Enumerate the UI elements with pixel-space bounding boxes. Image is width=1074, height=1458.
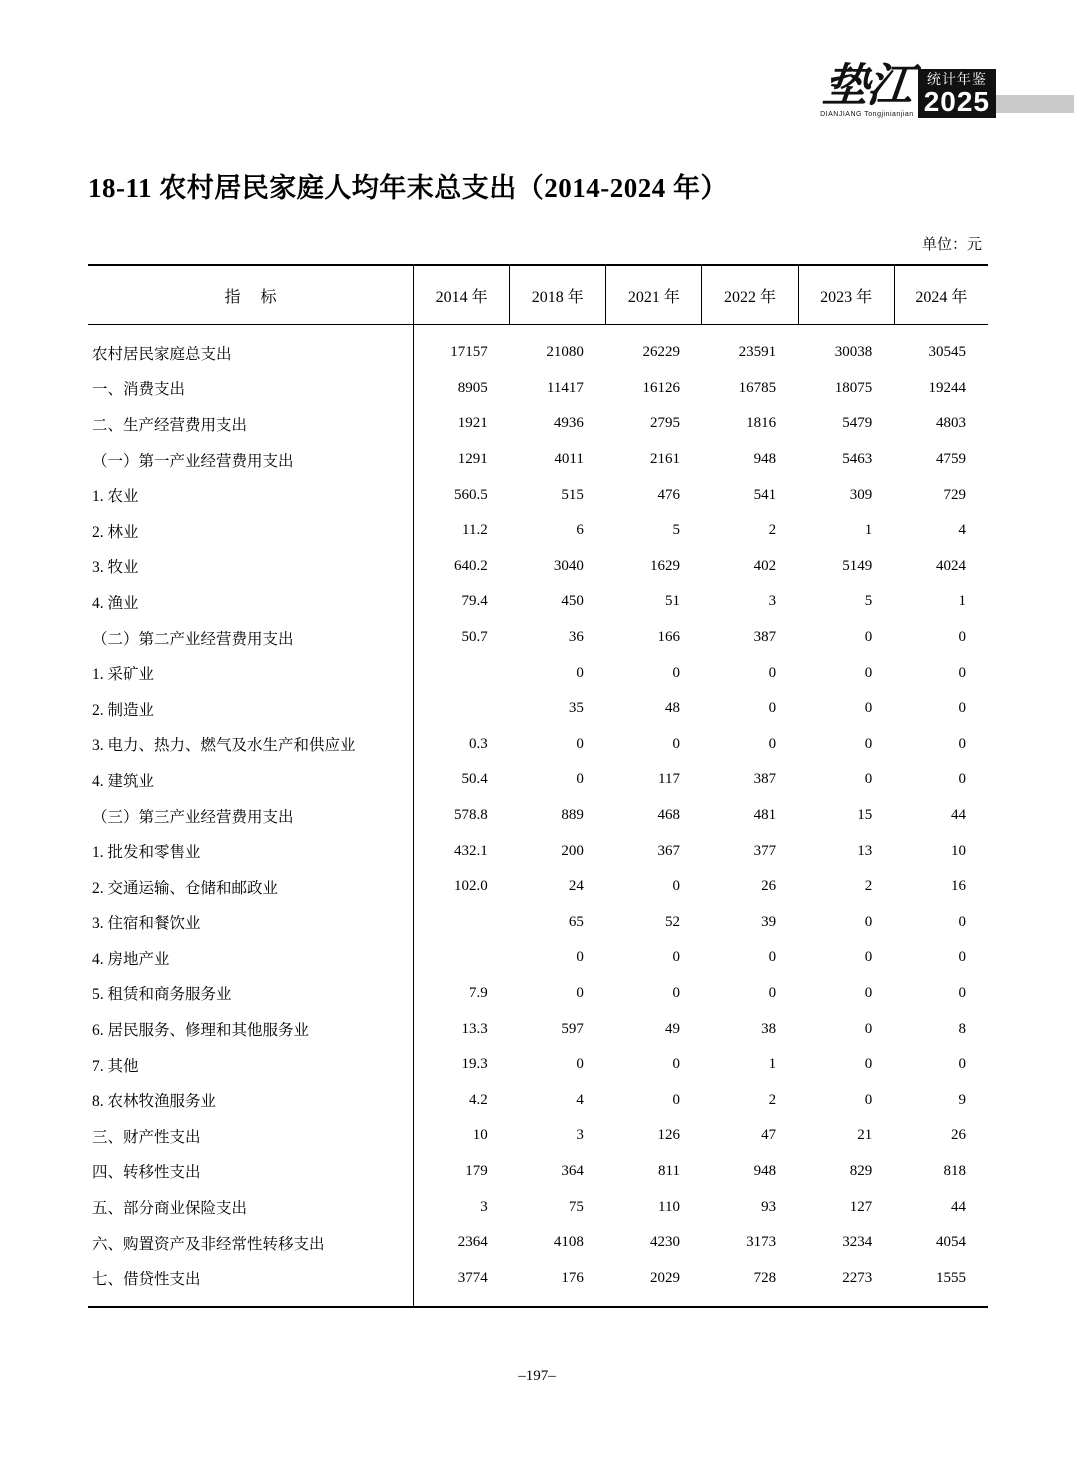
- cell-value: 2161: [649, 451, 680, 468]
- cell-value: 402: [753, 557, 777, 574]
- table-row: [88, 798, 988, 834]
- cell-value: 36: [568, 629, 584, 646]
- cell-value: 4936: [553, 415, 584, 432]
- logo-year: 2025: [923, 86, 990, 117]
- cell-value: 0: [958, 949, 966, 966]
- cell-value: 11.2: [414, 513, 510, 549]
- row-label: 二、生产经营费用支出: [92, 416, 248, 434]
- cell-value: 432.1: [414, 833, 510, 869]
- table-body: [88, 325, 988, 1308]
- cell-value: 79.4: [414, 584, 510, 620]
- cell-value: 818: [943, 1162, 966, 1179]
- cell-value: 0: [864, 664, 873, 681]
- table-row: [88, 584, 988, 620]
- cell-value: 1291: [414, 442, 510, 478]
- table-row: [88, 1082, 988, 1118]
- cell-value: 0: [768, 949, 777, 966]
- row-label: 3. 牧业: [92, 559, 139, 577]
- column-header-2024: 2024 年: [894, 265, 988, 325]
- cell-value: 4: [576, 1091, 584, 1108]
- cell-value: 515: [561, 486, 584, 503]
- yearbook-logo: [820, 48, 996, 118]
- cell-value: 367: [657, 842, 680, 859]
- cell-value: 48: [664, 700, 680, 717]
- row-label: 7. 其他: [92, 1057, 139, 1075]
- cell-value: 0: [768, 984, 777, 1001]
- cell-value: 3: [576, 1127, 584, 1144]
- cell-value: 8905: [414, 371, 510, 407]
- cell-value: 578.8: [414, 798, 510, 834]
- cell-value: 5: [672, 522, 680, 539]
- cell-value: 0: [864, 771, 873, 788]
- cell-value: 52: [664, 913, 680, 930]
- cell-value: 200: [561, 842, 584, 859]
- cell-value: 728: [702, 1260, 798, 1307]
- logo-pinyin: DIANJIANG Tongjinianjian: [820, 111, 914, 118]
- cell-value: 387: [753, 629, 777, 646]
- cell-value: 44: [951, 1198, 966, 1215]
- cell-value: 9: [958, 1091, 966, 1108]
- cell-value: 829: [849, 1162, 873, 1179]
- cell-value: 2273: [798, 1260, 894, 1307]
- cell-value: 4108: [553, 1234, 584, 1251]
- cell-value: 0: [958, 735, 966, 752]
- cell-value: 948: [753, 451, 777, 468]
- cell-value: 5463: [842, 451, 873, 468]
- row-label: 6. 居民服务、修理和其他服务业: [92, 1022, 310, 1040]
- cell-value: 4011: [554, 451, 584, 468]
- column-header-2018: 2018 年: [510, 265, 606, 325]
- table-row: [88, 1225, 988, 1261]
- table-row: [88, 513, 988, 549]
- cell-value: 1555: [894, 1260, 988, 1307]
- cell-value: 0: [958, 1056, 966, 1073]
- cell-value: 26: [761, 878, 777, 895]
- cell-value: 16: [951, 878, 966, 895]
- cell-value: 0: [576, 1056, 584, 1073]
- cell-value: 3: [414, 1189, 510, 1225]
- cell-value: 0: [864, 913, 873, 930]
- cell-value: 7.9: [414, 976, 510, 1012]
- table-row: [88, 1118, 988, 1154]
- cell-value: 24: [568, 878, 584, 895]
- cell-value: 948: [753, 1162, 777, 1179]
- row-label: （一）第一产业经营费用支出: [92, 452, 294, 470]
- cell-value: 1816: [746, 415, 777, 432]
- logo-chinese-name: 垫江: [820, 60, 914, 111]
- cell-value: 2: [768, 1091, 777, 1108]
- cell-value: 102.0: [414, 869, 510, 905]
- table-row: [88, 1260, 988, 1307]
- table-row: [88, 1011, 988, 1047]
- cell-value: 93: [761, 1198, 777, 1215]
- cell-value: 468: [657, 807, 680, 824]
- logo-year-block: [918, 69, 996, 118]
- cell-value: 387: [753, 771, 777, 788]
- header-decorative-bar: [992, 95, 1074, 113]
- cell-value: 51: [664, 593, 680, 610]
- row-label: 七、借贷性支出: [88, 1260, 414, 1307]
- table-header-row: [88, 265, 988, 325]
- table-row: [88, 976, 988, 1012]
- cell-value: 15: [857, 807, 873, 824]
- logo-label: 统计年鉴: [926, 71, 987, 87]
- cell-value: 6: [576, 522, 584, 539]
- cell-value: 560.5: [414, 477, 510, 513]
- cell-value: 541: [753, 486, 777, 503]
- cell-value: 0: [672, 1056, 680, 1073]
- cell-value: 2: [768, 522, 777, 539]
- cell-value: 8: [958, 1020, 966, 1037]
- cell-value: 0: [864, 700, 873, 717]
- row-label: （二）第二产业经营费用支出: [92, 630, 294, 648]
- table-row: [88, 905, 988, 941]
- cell-value: 377: [753, 842, 777, 859]
- row-label: 四、转移性支出: [92, 1164, 201, 1182]
- row-label: 三、财产性支出: [92, 1128, 201, 1146]
- table-row: [88, 691, 988, 727]
- cell-value: 0: [576, 949, 584, 966]
- row-label: 3. 住宿和餐饮业: [92, 915, 201, 933]
- table-row: [88, 442, 988, 478]
- cell-value: 49: [664, 1020, 680, 1037]
- cell-value: 0: [672, 949, 680, 966]
- row-label: 4. 建筑业: [92, 772, 155, 790]
- cell-value: 0: [768, 700, 777, 717]
- table-row: [88, 833, 988, 869]
- cell-value: 481: [753, 807, 777, 824]
- cell-value: 0: [958, 700, 966, 717]
- cell-value: 16126: [642, 379, 680, 396]
- cell-value: 4024: [936, 557, 966, 574]
- table-row: [88, 1189, 988, 1225]
- cell-value: 176: [510, 1260, 606, 1307]
- cell-value: 0: [864, 1091, 873, 1108]
- cell-value: 0: [576, 771, 584, 788]
- row-label: 4. 房地产业: [92, 950, 170, 968]
- row-label: 1. 采矿业: [92, 666, 155, 684]
- cell-value: 10: [951, 842, 966, 859]
- column-header-2022: 2022 年: [702, 265, 798, 325]
- cell-value: 889: [561, 807, 584, 824]
- table-row: [88, 620, 988, 656]
- row-label: 2. 制造业: [92, 701, 155, 719]
- logo-chinese-block: [820, 60, 914, 118]
- cell-value: 0: [958, 664, 966, 681]
- row-label: 1. 批发和零售业: [92, 844, 201, 862]
- table-row: [88, 869, 988, 905]
- page-title: 18-11 农村居民家庭人均年末总支出（2014-2024 年）: [88, 173, 728, 203]
- row-label: 1. 农业: [92, 488, 139, 506]
- cell-value: 0: [958, 629, 966, 646]
- cell-value: 364: [561, 1162, 584, 1179]
- cell-value: 3173: [746, 1234, 777, 1251]
- cell-value: 0.3: [414, 727, 510, 763]
- cell-value: 1629: [649, 557, 680, 574]
- cell-value: 597: [561, 1020, 584, 1037]
- row-label: 2. 林业: [92, 523, 139, 541]
- cell-value: 640.2: [414, 549, 510, 585]
- table-row: [88, 762, 988, 798]
- cell-value: 0: [958, 771, 966, 788]
- statistics-table-wrapper: [88, 264, 988, 1308]
- table-head: [88, 265, 988, 325]
- row-label: 4. 渔业: [92, 594, 139, 612]
- table-row: [88, 1047, 988, 1083]
- cell-value: 4054: [936, 1234, 966, 1251]
- cell-value: 35: [568, 700, 584, 717]
- cell-value: [414, 655, 510, 691]
- cell-value: 126: [657, 1127, 680, 1144]
- unit-label: 单位：元: [921, 237, 982, 253]
- cell-value: 11417: [546, 379, 584, 396]
- cell-value: 0: [864, 735, 873, 752]
- cell-value: 309: [849, 486, 873, 503]
- cell-value: 5149: [842, 557, 873, 574]
- cell-value: 18075: [834, 379, 873, 396]
- page-footer: –197–: [518, 1368, 556, 1384]
- cell-value: 0: [768, 664, 777, 681]
- cell-value: 0: [672, 735, 680, 752]
- table-row: [88, 371, 988, 407]
- cell-value: 476: [657, 486, 680, 503]
- cell-value: 17157: [414, 325, 510, 371]
- cell-value: 117: [658, 771, 680, 788]
- cell-value: 2: [864, 878, 873, 895]
- cell-value: 0: [864, 1020, 873, 1037]
- cell-value: 4: [958, 522, 966, 539]
- cell-value: 4759: [936, 451, 966, 468]
- cell-value: 2795: [649, 415, 680, 432]
- cell-value: 50.7: [414, 620, 510, 656]
- cell-value: 0: [864, 1056, 873, 1073]
- cell-value: 1: [864, 522, 873, 539]
- table-row: [88, 940, 988, 976]
- cell-value: 2029: [606, 1260, 702, 1307]
- cell-value: 21080: [546, 344, 584, 361]
- cell-value: 4230: [649, 1234, 680, 1251]
- cell-value: 450: [561, 593, 584, 610]
- table-row: [88, 1154, 988, 1190]
- cell-value: 30038: [834, 344, 873, 361]
- cell-value: 5: [864, 593, 873, 610]
- cell-value: 0: [576, 984, 584, 1001]
- row-label: 农村居民家庭总支出: [92, 345, 232, 363]
- cell-value: 1: [958, 593, 966, 610]
- cell-value: 65: [568, 913, 584, 930]
- cell-value: 38: [761, 1020, 777, 1037]
- cell-value: 2364: [414, 1225, 510, 1261]
- column-header-2021: 2021 年: [606, 265, 702, 325]
- row-label: 一、消费支出: [92, 381, 186, 399]
- cell-value: 0: [768, 735, 777, 752]
- cell-value: 3040: [553, 557, 584, 574]
- cell-value: 26: [951, 1127, 966, 1144]
- row-label: 六、购置资产及非经常性转移支出: [92, 1235, 325, 1253]
- cell-value: 47: [761, 1127, 777, 1144]
- cell-value: 39: [761, 913, 777, 930]
- cell-value: 166: [657, 629, 680, 646]
- cell-value: 10: [414, 1118, 510, 1154]
- cell-value: 729: [943, 486, 966, 503]
- cell-value: 0: [958, 913, 966, 930]
- cell-value: 50.4: [414, 762, 510, 798]
- row-label: 3. 电力、热力、燃气及水生产和供应业: [92, 737, 356, 755]
- statistics-table: [88, 264, 988, 1308]
- cell-value: 0: [672, 664, 680, 681]
- cell-value: 30545: [928, 344, 966, 361]
- cell-value: 19.3: [414, 1047, 510, 1083]
- cell-value: 0: [864, 949, 873, 966]
- cell-value: 0: [958, 984, 966, 1001]
- table-row: [88, 727, 988, 763]
- row-label: 5. 租赁和商务服务业: [92, 986, 232, 1004]
- cell-value: [414, 940, 510, 976]
- cell-value: 19244: [928, 379, 966, 396]
- cell-value: 0: [864, 629, 873, 646]
- cell-value: 21: [857, 1127, 873, 1144]
- table-row: [88, 477, 988, 513]
- table-row: [88, 549, 988, 585]
- row-label: 五、部分商业保险支出: [92, 1200, 248, 1218]
- cell-value: 110: [658, 1198, 680, 1215]
- cell-value: 1: [768, 1056, 777, 1073]
- cell-value: 0: [576, 735, 584, 752]
- cell-value: 0: [576, 664, 584, 681]
- cell-value: 4.2: [414, 1082, 510, 1118]
- cell-value: 3774: [414, 1260, 510, 1307]
- cell-value: 0: [672, 984, 680, 1001]
- cell-value: 44: [951, 807, 966, 824]
- cell-value: 75: [568, 1198, 584, 1215]
- row-label: 8. 农林牧渔服务业: [92, 1093, 217, 1111]
- cell-value: 26229: [642, 344, 680, 361]
- table-row: [88, 406, 988, 442]
- cell-value: [414, 691, 510, 727]
- cell-value: 16785: [738, 379, 777, 396]
- cell-value: 3234: [842, 1234, 873, 1251]
- cell-value: 0: [864, 984, 873, 1001]
- row-label: （三）第三产业经营费用支出: [92, 808, 294, 826]
- column-header-indicator: 指 标: [88, 265, 414, 325]
- row-label: 2. 交通运输、仓储和邮政业: [92, 879, 279, 897]
- column-header-2014: 2014 年: [414, 265, 510, 325]
- cell-value: 13.3: [414, 1011, 510, 1047]
- cell-value: 179: [414, 1154, 510, 1190]
- cell-value: 811: [658, 1162, 680, 1179]
- cell-value: 5479: [842, 415, 873, 432]
- table-row: [88, 655, 988, 691]
- table-row: [88, 325, 988, 371]
- cell-value: 3: [768, 593, 777, 610]
- column-header-2023: 2023 年: [798, 265, 894, 325]
- cell-value: 13: [857, 842, 873, 859]
- cell-value: 4803: [936, 415, 966, 432]
- cell-value: 0: [672, 1091, 680, 1108]
- cell-value: 23591: [738, 344, 777, 361]
- cell-value: 127: [849, 1198, 873, 1215]
- cell-value: 1921: [414, 406, 510, 442]
- cell-value: 0: [672, 878, 680, 895]
- cell-value: [414, 905, 510, 941]
